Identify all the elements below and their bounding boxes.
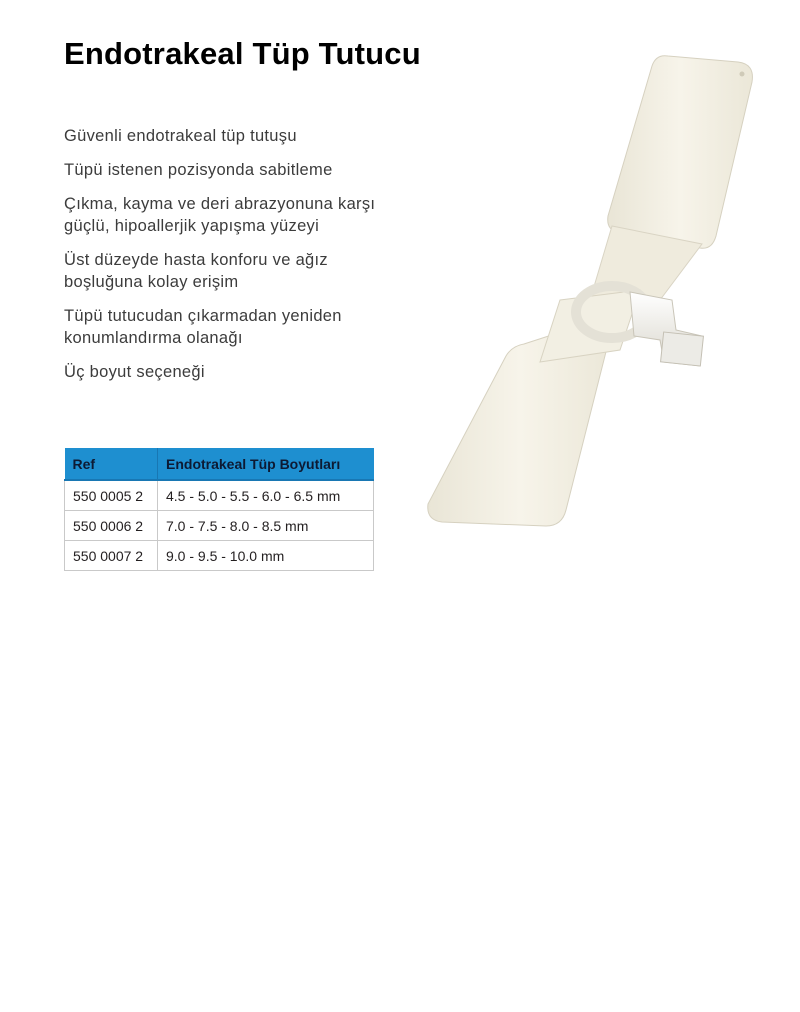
feature-item: Güvenli endotrakeal tüp tutuşu [64, 127, 297, 145]
table-row [65, 541, 374, 571]
cell-ref: 550 0006 2 [65, 511, 158, 541]
table-row [65, 511, 374, 541]
page-title: Endotrakeal Tüp Tutucu [64, 36, 421, 71]
product-image [400, 40, 780, 560]
cell-sizes: 7.0 - 7.5 - 8.0 - 8.5 mm [158, 511, 374, 541]
cell-sizes: 4.5 - 5.0 - 5.5 - 6.0 - 6.5 mm [158, 480, 374, 511]
feature-item: Tüpü istenen pozisyonda sabitleme [64, 161, 333, 179]
table-header-row [65, 448, 374, 480]
header-ref: Ref [65, 448, 158, 480]
cell-sizes: 9.0 - 9.5 - 10.0 mm [158, 541, 374, 571]
cell-ref: 550 0007 2 [65, 541, 158, 571]
feature-item: Üç boyut seçeneği [64, 363, 205, 381]
spec-table [64, 448, 374, 571]
feature-item: Çıkma, kayma ve deri abrazyonuna karşı güçlü, hipoallerjik yapışma yüzeyi [64, 195, 376, 235]
cell-ref: 550 0005 2 [65, 480, 158, 511]
table-row [65, 480, 374, 511]
pad-hole [740, 72, 745, 77]
feature-item: Tüpü tutucudan çıkarmadan yeniden konumlandırma olanağı [64, 307, 342, 347]
header-tube-sizes: Endotrakeal Tüp Boyutları [158, 448, 374, 480]
clip-tab [661, 332, 704, 366]
feature-list [64, 125, 394, 395]
connector [540, 290, 640, 362]
feature-item: Üst düzeyde hasta konforu ve ağız boşluğuna kolay erişim [64, 251, 328, 291]
upper-pad [608, 56, 753, 249]
